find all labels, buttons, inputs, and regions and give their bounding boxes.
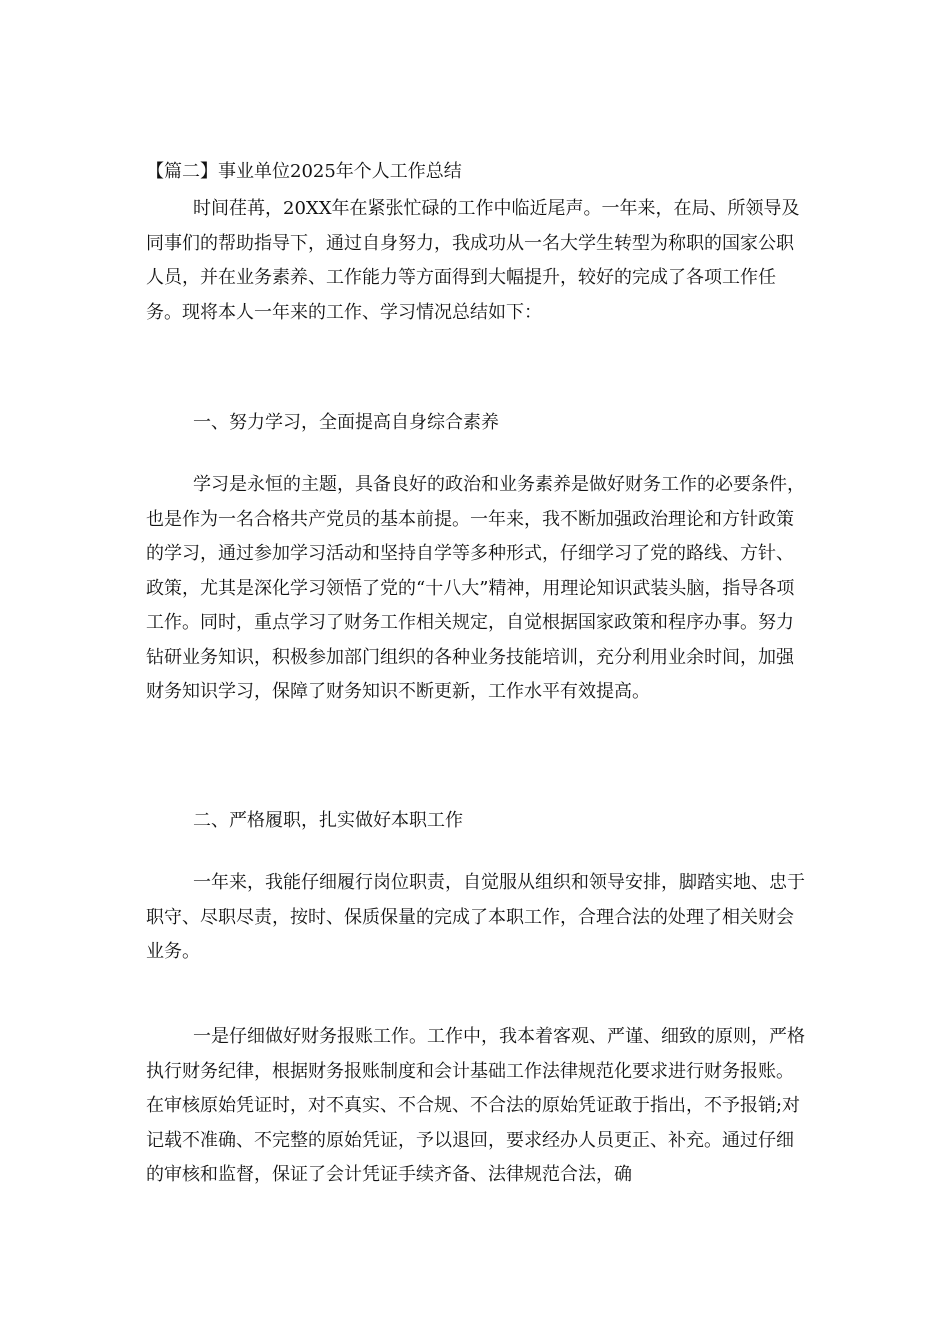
document-title: 【篇二】事业单位2025年个人工作总结 [146,161,462,182]
section-2-item-1-paragraph: 一是仔细做好财务报账工作。工作中，我本着客观、严谨、细致的原则，严格执行财务纪律，根据财务报账制度和会计基础工作法律规范化要求进行财务报账。在审核原始凭证时，对不真实、不合规、不合法的原始凭证敢于指出，不予报销;对记载不准确、不完整的原始凭证，予以退回，要求经办人员更正、补充。通过仔细的审核和监督，保证了会计凭证手续齐备、法律规范合法，确 [146,1026,805,1185]
section-1-paragraph: 学习是永恒的主题，具备良好的政治和业务素养是做好财务工作的必要条件，也是作为一名合格共产党员的基本前提。一年来，我不断加强政治理论和方针政策的学习，通过参加学习活动和坚持自学等多种形式，仔细学习了党的路线、方针、政策，尤其是深化学习领悟了党的“十八大”精神，用理论知识武装头脑，指导各项工作。同时，重点学习了财务工作相关规定，自觉根据国家政策和程序办事。努力钻研业务知识，积极参加部门组织的各种业务技能培训，充分利用业余时间，加强财务知识学习，保障了财务知识不断更新，工作水平有效提高。 [146,474,805,702]
section-2-paragraph: 一年来，我能仔细履行岗位职责，自觉服从组织和领导安排，脚踏实地、忠于职守、尽职尽责，按时、保质保量的完成了本职工作，合理合法的处理了相关财会业务。 [146,872,805,962]
section-2-heading: 二、严格履职，扎实做好本职工作 [193,810,463,831]
intro-paragraph: 时间荏苒，20XX年在紧张忙碌的工作中临近尾声。一年来，在局、所领导及同事们的帮助指导下，通过自身努力，我成功从一名大学生转型为称职的国家公职人员，并在业务素养、工作能力等方面得到大幅提升，较好的完成了各项工作任务。现将本人一年来的工作、学习情况总结如下： [146,198,800,323]
section-1-heading: 一、努力学习，全面提高自身综合素养 [193,412,499,433]
